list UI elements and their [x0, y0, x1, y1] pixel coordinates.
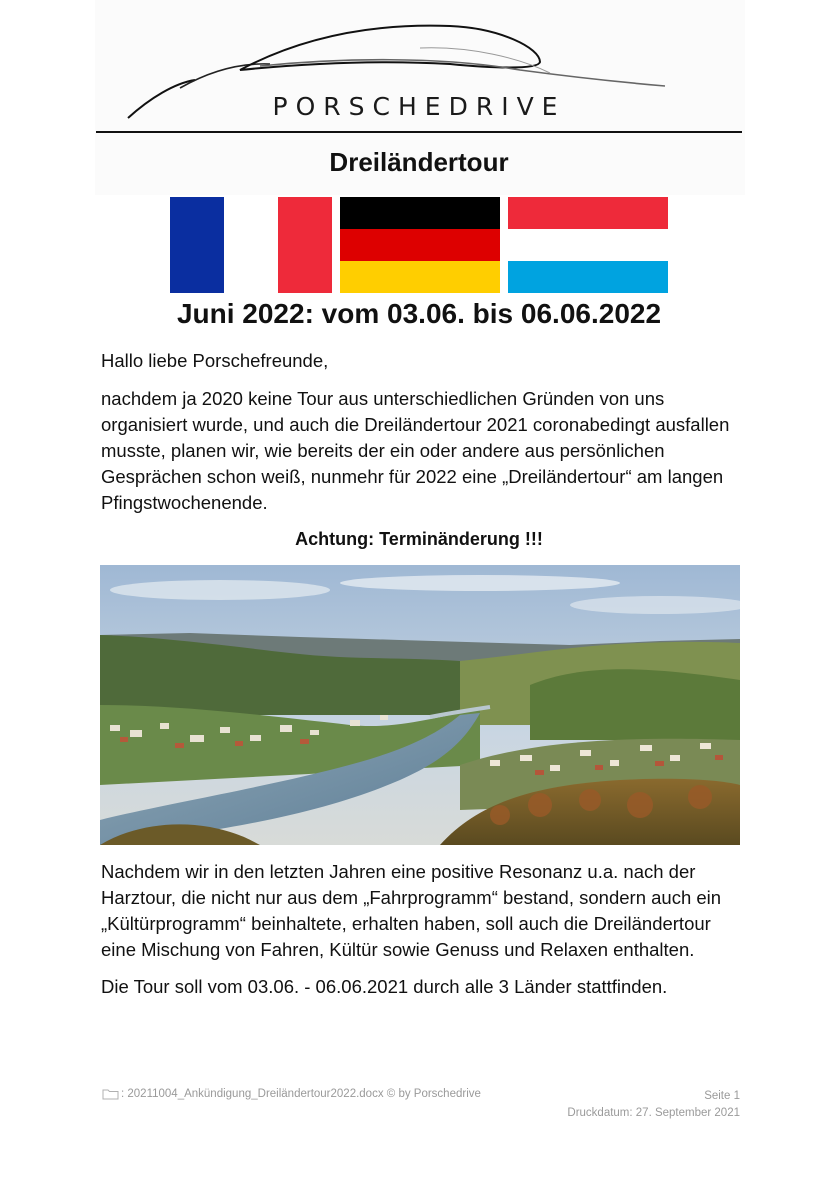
flag-stripe: [224, 197, 278, 293]
footer-filename: : 20211004_Ankündigung_Dreiländertour2022.docx © by Porschedrive: [121, 1088, 481, 1100]
header-divider: [96, 131, 742, 133]
flag-stripe: [340, 229, 500, 261]
flag-stripe: [340, 197, 500, 229]
folder-icon: [102, 1088, 119, 1100]
flag-luxembourg: [508, 197, 668, 293]
moselle-valley-photo: [100, 565, 740, 845]
flag-stripe: [170, 197, 224, 293]
flag-stripe: [508, 197, 668, 229]
flag-stripe: [508, 261, 668, 293]
flag-germany: [340, 197, 500, 293]
page-number: Seite 1: [704, 1090, 740, 1102]
intro-paragraph: nachdem ja 2020 keine Tour aus unterschiedlichen Gründen von uns organisiert wurde, und auch die Dreiländertour 2021 coronabedingt ausfallen musste, planen wir, wie bereits der ein oder andere aus persönlichen Gesprächen schon weiß, nunmehr für 2022 eine „Dreiländertour“ am langen Pfingstwochenende.: [101, 388, 730, 513]
flag-stripe: [508, 229, 668, 261]
print-date: Druckdatum: 27. September 2021: [567, 1107, 740, 1119]
brand-name: PORSCHEDRIVE: [272, 92, 566, 121]
flag-france: [170, 197, 332, 293]
flag-stripe: [278, 197, 332, 293]
date-headline: Juni 2022: vom 03.06. bis 06.06.2022: [176, 298, 662, 329]
flag-stripe: [340, 261, 500, 293]
footer-file-info: [102, 1088, 481, 1100]
program-paragraph: Nachdem wir in den letzten Jahren eine positive Resonanz u.a. nach der Harztour, die nicht nur aus dem „Fahrprogramm“ bestand, sondern auch ein „Kültürprogramm“ beinhaltete, erhalten haben, soll auch die Dreiländertour eine Mischung von Fahren, Kültür sowie Genuss und Relaxen enthalten.: [101, 861, 722, 960]
document-title: Dreiländertour: [329, 147, 509, 177]
tour-dates-paragraph: Die Tour soll vom 03.06. - 06.06.2021 durch alle 3 Länder stattfinden.: [101, 976, 668, 997]
footer-page-info: [567, 1088, 740, 1122]
greeting: Hallo liebe Porschefreunde,: [101, 350, 329, 371]
date-change-notice: Achtung: Terminänderung !!!: [295, 529, 543, 549]
